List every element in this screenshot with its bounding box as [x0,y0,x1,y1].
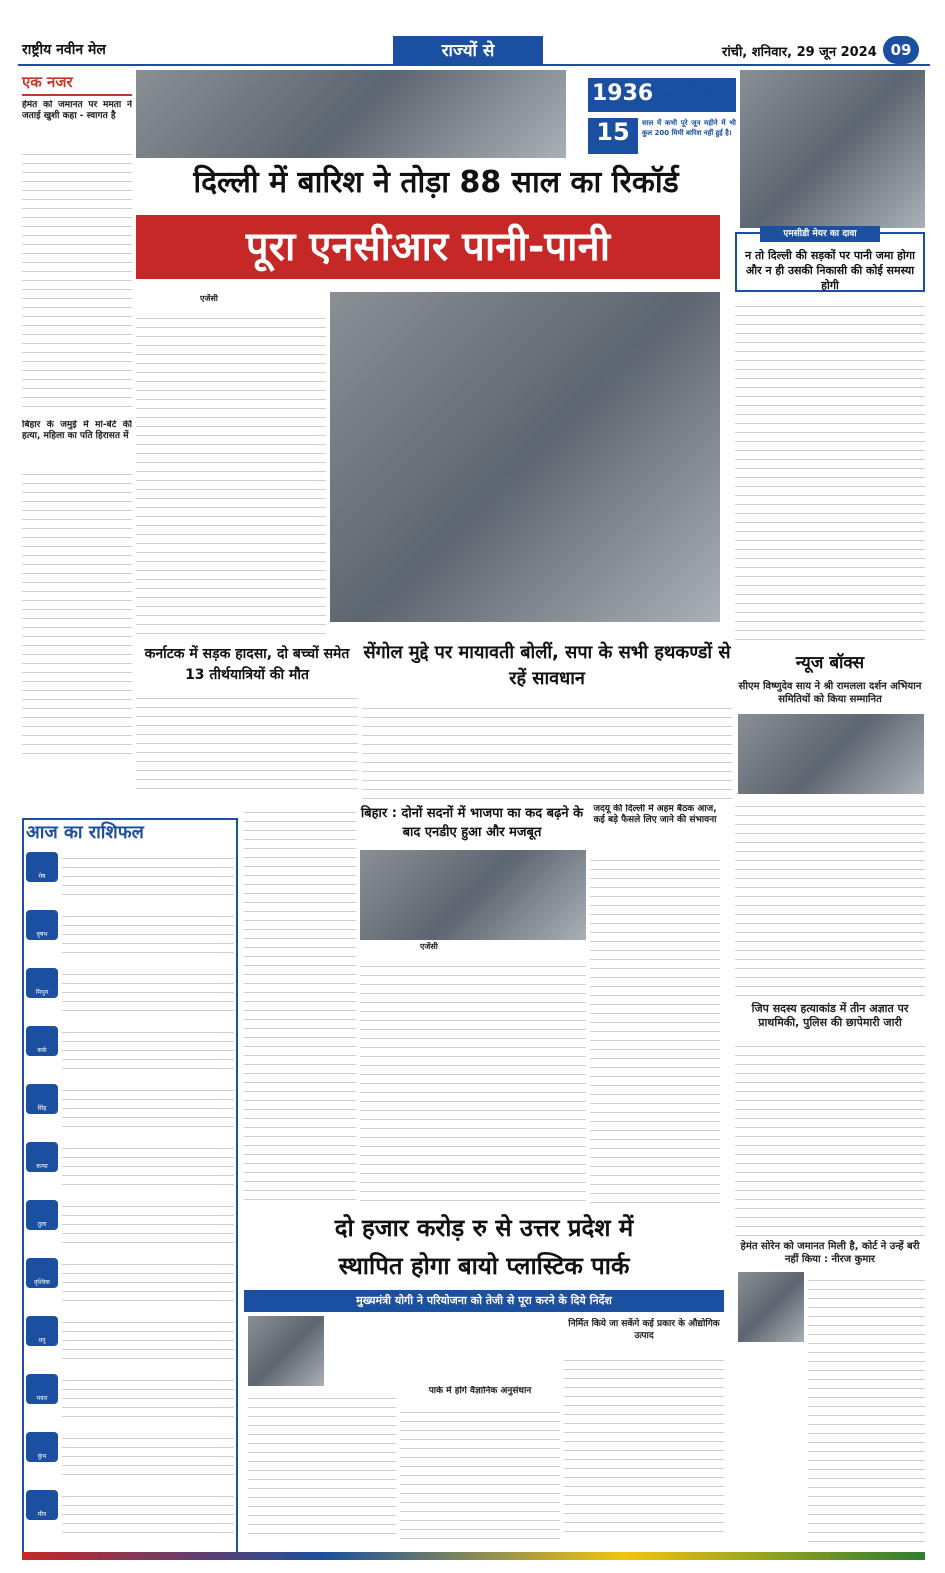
section-title: राज्यों से [393,36,543,66]
jdu-meeting-body [590,852,720,1208]
dateline: रांची, शनिवार, 29 जून 2024 [722,45,877,60]
mayawati-body [362,700,732,800]
rashifal-text [62,1430,234,1482]
news-box-body-3 [808,1272,925,1542]
bihar-agency: एजेंसी [420,942,438,951]
zodiac-icon: वृश्चिक [26,1258,58,1288]
stat-15: 15 [588,118,638,154]
rashifal-title: आज का राशिफल [26,822,144,843]
ek-nazar-body-1 [22,146,132,414]
rashifal-text [62,850,234,902]
rashifal-row [26,966,234,1020]
yogi-photo [248,1316,324,1386]
up-subhead-products: निर्मित किये जा सकेंगे कई प्रकार के औद्योगिक उत्पाद [568,1319,720,1341]
rashifal-row [26,1314,234,1368]
bihar-body [360,958,586,1208]
rashifal-row [26,1256,234,1310]
zodiac-icon: धनु [26,1316,58,1346]
zodiac-icon: मीन [26,1490,58,1520]
stat-1936: 1936 [588,78,736,112]
delhi-story-body [136,310,326,640]
bihar-photo [360,850,586,940]
bihar-headline: बिहार : दोनों सदनों में भाजपा का कद बढ़ने के बाद एनडीए हुआ और मजबूत [360,806,584,840]
rashifal-row [26,850,234,904]
rashifal-row [26,1140,234,1194]
zodiac-icon: सिंह [26,1084,58,1114]
rashifal-row [26,1024,234,1078]
delhi-headline: दिल्ली में बारिश ने तोड़ा 88 साल का रिकॉर्ड [193,165,679,200]
newspaper-name: राष्ट्रीय नवीन मेल [22,42,106,58]
color-bar [22,1552,925,1560]
ncr-headline: पूरा एनसीआर पानी-पानी [136,215,720,279]
mcd-side-tag: एमसीडी मेयर का दावा [760,226,880,242]
rashifal-row [26,1488,234,1542]
rashifal-text [62,1256,234,1308]
mayawati-headline: सेंगोल मुद्दे पर मायावती बोलीं, सपा के सभी हथकण्डों से रहें सावधान [363,642,731,689]
rashifal-text [62,1024,234,1076]
cm-sai-photo [738,714,924,794]
news-box-body-1 [735,798,925,998]
neeraj-kumar-photo [738,1272,804,1342]
rashifal-text [62,1314,234,1366]
up-headline-2: स्थापित होगा बायो प्लास्टिक पार्क [338,1252,630,1280]
rashifal-row [26,908,234,962]
zodiac-icon: कर्क [26,1026,58,1056]
jdu-meeting-headline: जदयू की दिल्ली में अहम बैठक आज, कई बड़े फैसले लिए जाने की संभावना [593,804,717,825]
rashifal-text [62,1140,234,1192]
ek-nazar-body-2 [22,466,132,762]
rashifal-text [62,1372,234,1424]
rashifal-list [26,850,234,1550]
zodiac-icon: वृषभ [26,910,58,940]
rashifal-row [26,1082,234,1136]
flood-photo-strip [136,70,566,158]
ek-nazar-headline-1: हेमंत को जमानत पर ममता ने जताई खुशी कहा - स्वागत है [22,100,132,121]
zodiac-icon: मिथुन [26,968,58,998]
ek-nazar-headline-2: बिहार के जमुई में मां-बेटे की हत्या, महिला का पति हिरासत में [22,420,132,441]
news-box-headline-1: सीएम विष्णुदेव साय ने श्री रामलला दर्शन अभियान समितियों को किया सम्मानित [738,681,922,705]
ek-nazar-title: एक नजर [22,72,132,96]
rashifal-row [26,1198,234,1252]
up-body-2 [400,1404,560,1540]
flood-photo-right [740,70,925,228]
rashifal-row [26,1372,234,1426]
up-subhead-research: पार्क में होंगे वैज्ञानिक अनुसंधान [428,1386,532,1396]
karnataka-body [136,690,358,790]
mcd-side-headline: न तो दिल्ली की सड़कों पर पानी जमा होगा और न ही उसकी निकासी की कोई समस्या होगी [735,232,925,292]
zodiac-icon: तुला [26,1200,58,1230]
stat-1936-text: के बाद जून महीने में 24 घंटे में हुई सबसे ज्यादा बारिश है। [654,81,736,99]
up-body-1 [248,1390,396,1540]
news-box-body-2 [735,1038,925,1238]
zodiac-icon: कुंभ [26,1432,58,1462]
up-headline-1: दो हजार करोड़ रु से उत्तर प्रदेश में [334,1214,634,1242]
news-box-headline-2: जिप सदस्य हत्याकांड में तीन अज्ञात पर प्राथमिकी, पुलिस की छापेमारी जारी [751,1002,909,1029]
zodiac-icon: कन्या [26,1142,58,1172]
telangana-story [244,804,356,1204]
zodiac-icon: मेष [26,852,58,882]
rashifal-text [62,908,234,960]
rashifal-row [26,1430,234,1484]
rashifal-text [62,1082,234,1134]
karnataka-headline: कर्नाटक में सड़क हादसा, दो बच्चों समेत 13 तीर्थयात्रियों की मौत [144,646,350,683]
zodiac-icon: मकर [26,1374,58,1404]
page-number: 09 [883,36,919,64]
rashifal-text [62,1488,234,1540]
delhi-agency: एजेंसी [200,294,218,303]
rashifal-text [62,966,234,1018]
mcd-story-body [735,298,925,640]
stat-15-text: साल में कभी पूरे जून महीने में भी कुल 200 मिमी बारिश नहीं हुई है। [642,119,736,137]
up-subheadline: मुख्यमंत्री योगी ने परियोजना को तेजी से पूरा करने के दिये निर्देश [244,1290,724,1312]
flood-main-photo [330,292,720,622]
up-body-3 [564,1352,724,1540]
news-box-headline-3: हेमंत सोरेन को जमानत मिली है, कोर्ट ने उन्हें बरी नहीं किया : नीरज कुमार [740,1241,920,1265]
news-box-title: न्यूज बॉक्स [795,653,865,673]
rashifal-text [62,1198,234,1250]
